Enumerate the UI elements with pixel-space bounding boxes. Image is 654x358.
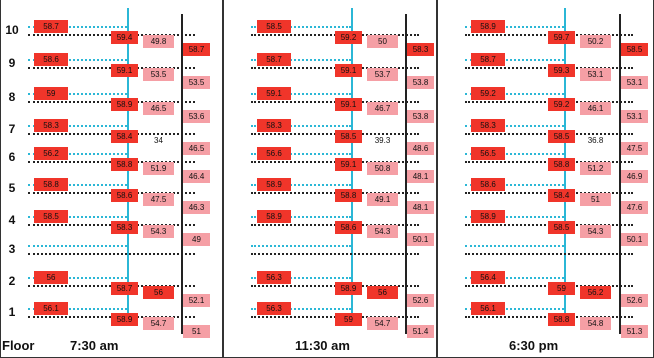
temperature-value: 46.4 bbox=[183, 170, 210, 183]
temperature-value: 59.1 bbox=[111, 64, 138, 77]
temperature-value: 59.2 bbox=[335, 31, 362, 44]
temperature-value: 58.6 bbox=[335, 221, 362, 234]
temperature-value: 58.4 bbox=[111, 130, 138, 143]
floor-supply-line bbox=[251, 245, 351, 247]
temperature-value: 47.5 bbox=[143, 193, 174, 206]
floor-number: 4 bbox=[8, 213, 16, 227]
floor-return-line bbox=[28, 253, 195, 255]
temperature-value: 56.5 bbox=[471, 147, 505, 160]
temperature-value: 58.4 bbox=[548, 189, 575, 202]
temperature-value: 58.5 bbox=[257, 20, 291, 33]
temperature-value: 59.3 bbox=[548, 64, 575, 77]
temperature-value: 59.1 bbox=[335, 158, 362, 171]
temperature-value: 59.1 bbox=[257, 87, 291, 100]
temperature-value: 51 bbox=[183, 325, 210, 338]
temperature-value: 58.5 bbox=[548, 221, 575, 234]
temperature-value: 50.8 bbox=[367, 162, 398, 175]
temperature-value: 59.2 bbox=[548, 98, 575, 111]
floor-number: 8 bbox=[8, 90, 16, 104]
temperature-value: 48.1 bbox=[407, 170, 434, 183]
temperature-value: 36.8 bbox=[587, 136, 604, 145]
temperature-value: 58.7 bbox=[111, 282, 138, 295]
temperature-value: 53.7 bbox=[367, 68, 398, 81]
temperature-value: 50.1 bbox=[621, 233, 648, 246]
temperature-value: 54.8 bbox=[580, 317, 611, 330]
floor-number: 5 bbox=[8, 181, 16, 195]
temperature-value: 53.6 bbox=[183, 110, 210, 123]
temperature-value: 49.8 bbox=[143, 35, 174, 48]
temperature-value: 58.5 bbox=[34, 210, 68, 223]
temperature-value: 54.3 bbox=[367, 225, 398, 238]
temperature-value: 46.5 bbox=[183, 142, 210, 155]
temperature-value: 58.3 bbox=[407, 43, 434, 56]
temperature-value: 52.6 bbox=[407, 294, 434, 307]
temperature-value: 59.7 bbox=[548, 31, 575, 44]
temperature-value: 53.1 bbox=[621, 110, 648, 123]
temperature-value: 48.6 bbox=[407, 142, 434, 155]
floor-axis-label: Floor bbox=[2, 338, 35, 353]
temperature-value: 56.3 bbox=[257, 271, 291, 284]
temperature-value: 53.5 bbox=[183, 76, 210, 89]
temperature-value: 56.1 bbox=[34, 302, 68, 315]
floor-supply-line bbox=[28, 245, 127, 247]
temperature-value: 50.1 bbox=[407, 233, 434, 246]
temperature-value: 58.9 bbox=[111, 313, 138, 326]
temperature-value: 56.4 bbox=[471, 271, 505, 284]
temperature-value: 54.7 bbox=[367, 317, 398, 330]
temperature-value: 58.9 bbox=[111, 98, 138, 111]
temperature-value: 51 bbox=[580, 193, 611, 206]
floor-number: 3 bbox=[8, 242, 16, 256]
temperature-value: 58.7 bbox=[257, 53, 291, 66]
temperature-value: 46.7 bbox=[367, 102, 398, 115]
temperature-value: 58.8 bbox=[548, 158, 575, 171]
temperature-value: 46.9 bbox=[621, 170, 648, 183]
temperature-value: 51.2 bbox=[580, 162, 611, 175]
temperature-value: 59 bbox=[34, 87, 68, 100]
temperature-value: 47.6 bbox=[621, 201, 648, 214]
temperature-value: 58.3 bbox=[111, 221, 138, 234]
temperature-value: 58.6 bbox=[111, 189, 138, 202]
temperature-value: 46.1 bbox=[580, 102, 611, 115]
temperature-value: 34 bbox=[154, 136, 163, 145]
temperature-value: 56.6 bbox=[257, 147, 291, 160]
temperature-value: 58.9 bbox=[471, 20, 505, 33]
temperature-value: 53.1 bbox=[621, 76, 648, 89]
temperature-value: 58.9 bbox=[257, 210, 291, 223]
temperature-value: 58.9 bbox=[335, 282, 362, 295]
temperature-value: 59.4 bbox=[111, 31, 138, 44]
temperature-value: 56.2 bbox=[34, 147, 68, 160]
temperature-value: 56 bbox=[367, 286, 398, 299]
temperature-value: 59.2 bbox=[471, 87, 505, 100]
temperature-value: 58.5 bbox=[548, 130, 575, 143]
floor-number: 1 bbox=[8, 305, 16, 319]
floor-number: 9 bbox=[8, 56, 16, 70]
temperature-value: 58.8 bbox=[111, 158, 138, 171]
floor-return-line bbox=[251, 253, 419, 255]
temperature-value: 46.3 bbox=[183, 201, 210, 214]
temperature-value: 58.8 bbox=[34, 178, 68, 191]
temperature-value: 56 bbox=[143, 286, 174, 299]
temperature-value: 53.5 bbox=[143, 68, 174, 81]
temperature-value: 54.3 bbox=[143, 225, 174, 238]
temperature-value: 51.3 bbox=[621, 325, 648, 338]
panel-time-label: 7:30 am bbox=[70, 338, 119, 353]
floor-number: 6 bbox=[8, 150, 16, 164]
temperature-value: 51.4 bbox=[407, 325, 434, 338]
temperature-value: 58.6 bbox=[34, 53, 68, 66]
temperature-value: 58.6 bbox=[471, 178, 505, 191]
temperature-value: 59 bbox=[335, 313, 362, 326]
temperature-value: 53.1 bbox=[580, 68, 611, 81]
temperature-value: 58.7 bbox=[34, 20, 68, 33]
floor-supply-line bbox=[465, 245, 564, 247]
temperature-value: 53.8 bbox=[407, 76, 434, 89]
temperature-value: 58.9 bbox=[471, 210, 505, 223]
temperature-value: 52.1 bbox=[183, 294, 210, 307]
panel-time-label: 6:30 pm bbox=[509, 338, 559, 353]
temperature-value: 58.5 bbox=[621, 43, 648, 56]
temperature-value: 58.3 bbox=[34, 119, 68, 132]
floor-number: 7 bbox=[8, 122, 16, 136]
temperature-value: 52.6 bbox=[621, 294, 648, 307]
temperature-value: 58.8 bbox=[548, 313, 575, 326]
floor-number: 2 bbox=[8, 274, 16, 288]
temperature-value: 58.7 bbox=[471, 53, 505, 66]
panel-time-label: 11:30 am bbox=[295, 338, 350, 353]
temperature-value: 58.9 bbox=[257, 178, 291, 191]
temperature-value: 50.2 bbox=[580, 35, 611, 48]
temperature-value: 47.5 bbox=[621, 142, 648, 155]
temperature-value: 58.3 bbox=[471, 119, 505, 132]
temperature-value: 58.3 bbox=[257, 119, 291, 132]
temperature-value: 51.9 bbox=[143, 162, 174, 175]
temperature-value: 49.1 bbox=[367, 193, 398, 206]
temperature-value: 49 bbox=[183, 233, 210, 246]
temperature-value: 58.8 bbox=[335, 189, 362, 202]
temperature-value: 50 bbox=[367, 35, 398, 48]
temperature-value: 56.1 bbox=[471, 302, 505, 315]
temperature-value: 56.2 bbox=[580, 286, 611, 299]
temperature-value: 39.3 bbox=[374, 136, 391, 145]
temperature-value: 58.5 bbox=[335, 130, 362, 143]
temperature-value: 59.1 bbox=[335, 98, 362, 111]
temperature-value: 53.8 bbox=[407, 110, 434, 123]
temperature-value: 59 bbox=[548, 282, 575, 295]
floor-number: 10 bbox=[5, 23, 19, 37]
temperature-value: 56.3 bbox=[257, 302, 291, 315]
temperature-value: 48.1 bbox=[407, 201, 434, 214]
temperature-value: 58.7 bbox=[183, 43, 210, 56]
floor-return-line bbox=[465, 253, 633, 255]
temperature-value: 56 bbox=[34, 271, 68, 284]
temperature-value: 54.3 bbox=[580, 225, 611, 238]
temperature-value: 46.5 bbox=[143, 102, 174, 115]
temperature-value: 59.1 bbox=[335, 64, 362, 77]
temperature-value: 54.7 bbox=[143, 317, 174, 330]
